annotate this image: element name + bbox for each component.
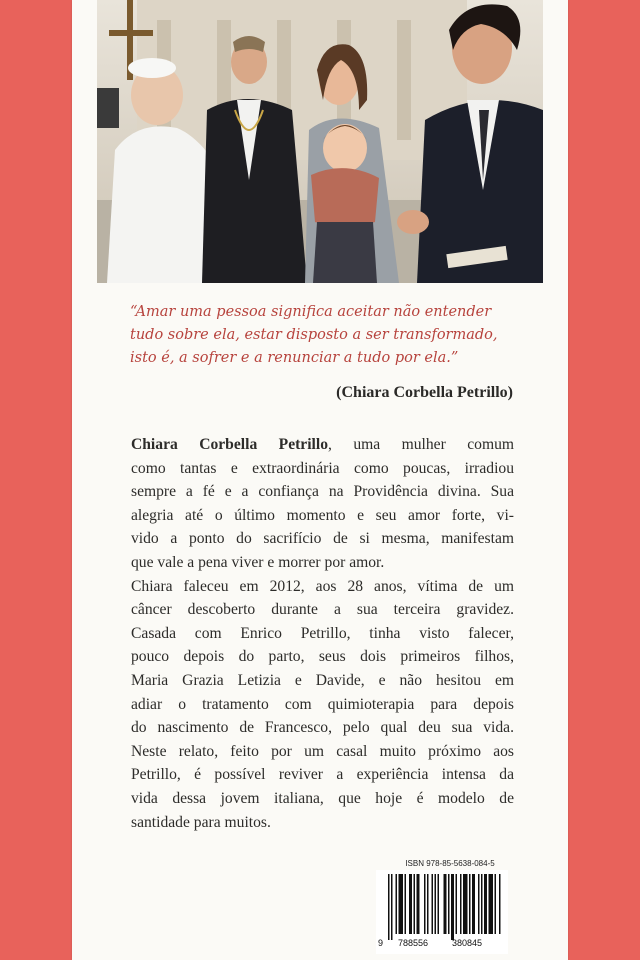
- barcode-bar: [414, 874, 416, 934]
- synopsis-line: vida dessa jovem italiana, que hoje é modelo de: [131, 789, 514, 807]
- synopsis-line: vido a ponto do sacrifício de si mesma, manifestam: [131, 530, 514, 548]
- barcode-bar: [499, 874, 501, 934]
- synopsis-line: do nascimento de Francesco, pelo qual deu sua vida.: [131, 719, 514, 737]
- book-synopsis: [131, 433, 514, 834]
- barcode-bar: [460, 874, 462, 934]
- synopsis-line: como tantas e extraordinária como poucas, irradiou: [131, 459, 514, 477]
- barcode-bar: [435, 874, 437, 934]
- barcode-bar: [409, 874, 412, 934]
- epigraph-quote: [130, 301, 530, 370]
- synopsis-line: alegria até o último momento e seu amor forte, vi-: [131, 506, 514, 524]
- synopsis-lead-name: Chiara Corbella Petrillo: [131, 436, 329, 453]
- quote-line: “Amar uma pessoa significa aceitar não entender: [130, 304, 492, 320]
- barcode-bar: [481, 874, 483, 934]
- barcode-bar: [396, 874, 398, 934]
- barcode-bar: [463, 874, 468, 934]
- barcode-digit-first: 9: [378, 938, 384, 948]
- barcode-bar: [427, 874, 429, 934]
- barcode-bar: [451, 874, 454, 940]
- barcode-bar: [489, 874, 494, 934]
- barcode-digits-left: 788556: [398, 938, 429, 948]
- synopsis-line: adiar o tratamento com quimioterapia para depois: [131, 695, 514, 713]
- synopsis-line: Neste relato, feito por um casal muito próximo aos: [131, 742, 514, 760]
- synopsis-line: santidade para muitos.: [131, 813, 271, 831]
- isbn-label: ISBN 978-85-5638-084-5: [405, 859, 495, 868]
- barcode-bar: [399, 874, 404, 934]
- barcode-bar: [417, 874, 420, 934]
- cover-photo: [97, 0, 543, 283]
- synopsis-line: Chiara Corbella Petrillo, uma mulher comum: [131, 436, 515, 453]
- barcode-bar: [484, 874, 487, 934]
- barcode-bar: [472, 874, 475, 934]
- synopsis-line: Chiara faleceu em 2012, aos 28 anos, vítima de um: [131, 577, 514, 595]
- synopsis-line: Petrillo, é possível reviver a experiência intensa da: [131, 766, 514, 784]
- synopsis-line: que vale a pena viver e morrer por amor.: [131, 553, 385, 571]
- quote-line: tudo sobre ela, estar disposto a ser transformado,: [130, 327, 498, 343]
- barcode-bar: [456, 874, 458, 934]
- barcode-bar: [444, 874, 447, 934]
- synopsis-line: sempre a fé e a confiança na Providência divina. Sua: [131, 483, 514, 501]
- barcode-bar: [438, 874, 440, 934]
- barcode-bar: [432, 874, 434, 934]
- barcode-digits-right: 380845: [452, 938, 483, 948]
- synopsis-line: pouco depois do parto, seus dois primeiros filhos,: [131, 648, 514, 666]
- quote-attribution: (Chiara Corbella Petrillo): [336, 384, 513, 401]
- barcode-bar: [391, 874, 393, 940]
- audience-photo-illustration: [97, 0, 543, 283]
- synopsis-line: Maria Grazia Letizia e Davide, e não hesitou em: [131, 671, 514, 689]
- barcode-bar: [388, 874, 390, 940]
- barcode-bar: [424, 874, 426, 934]
- barcode-bars: [376, 870, 508, 954]
- barcode-bar: [495, 874, 497, 934]
- barcode-bar: [469, 874, 471, 934]
- barcode: [376, 870, 508, 954]
- quote-line: isto é, a sofrer e a renunciar a tudo por ela.”: [130, 350, 459, 366]
- barcode-bar: [478, 874, 480, 934]
- synopsis-line: Casada com Enrico Petrillo, tinha visto falecer,: [131, 624, 514, 642]
- synopsis-line: câncer descoberto durante a sua terceira gravidez.: [131, 601, 514, 619]
- barcode-bar: [448, 874, 450, 934]
- barcode-bar: [405, 874, 407, 934]
